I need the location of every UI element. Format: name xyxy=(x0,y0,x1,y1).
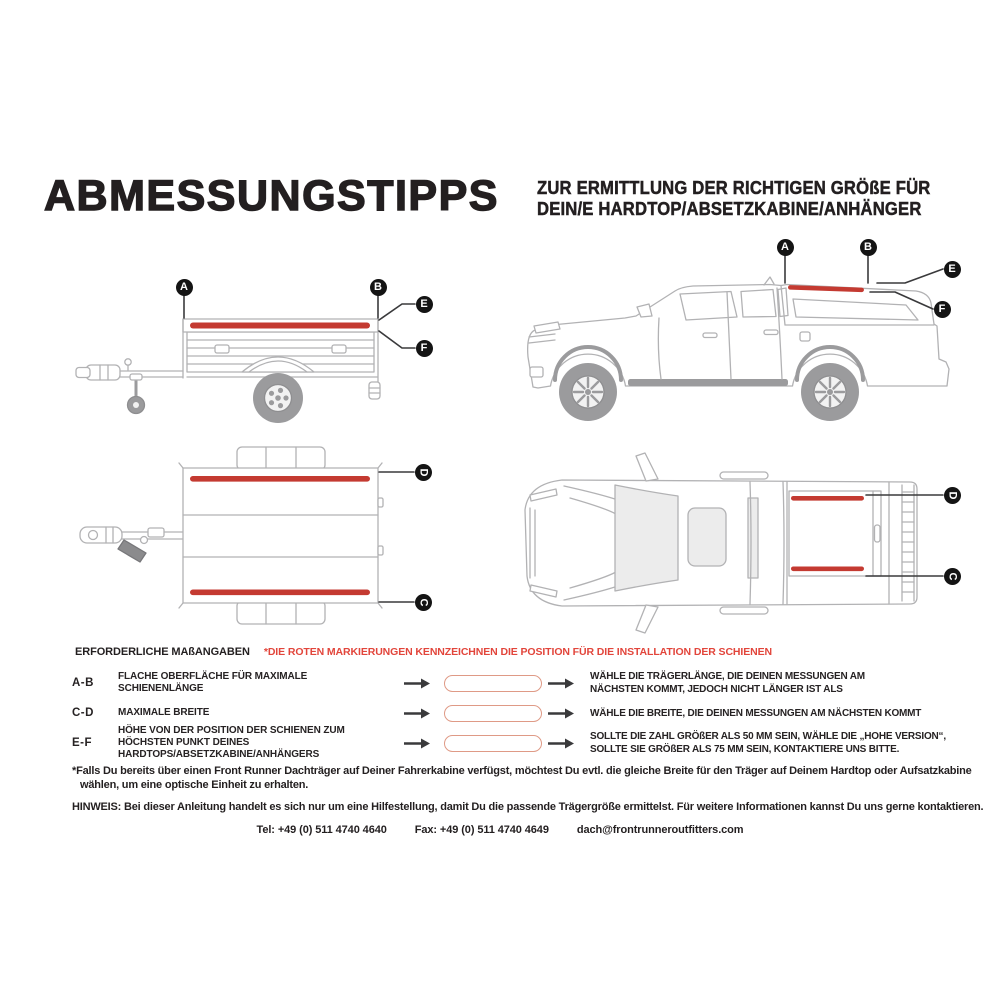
badge-letter: E xyxy=(420,297,428,310)
footnote-asterisk: *Falls Du bereits über einen Front Runner Dachträger auf Deiner Fahrerkabine verfügst, möchtest Du evtl. die gleiche Breite für den Träger auf Deinem Hardtop oder Aufsatzkabine wählen, um eine optische Einheit zu erhalten. xyxy=(72,765,972,791)
page-title: ABMESSUNGSTIPPS xyxy=(44,172,499,220)
label-badge-c xyxy=(415,594,432,611)
label-badge-f xyxy=(934,301,951,318)
badge-letter: F xyxy=(938,302,946,315)
measurement-result-cd: WÄHLE DIE BREITE, DIE DEINEN MESSUNGEN AM NÄCHSTEN KOMMT xyxy=(590,707,922,719)
footer-contact xyxy=(0,824,1000,836)
measurement-result-ab: WÄHLE DIE TRÄGERLÄNGE, DIE DEINEN MESSUNGEN AM NÄCHSTEN KOMMT, JEDOCH NICHT LÄNGER IST ALS xyxy=(590,671,865,695)
label-badge-d xyxy=(944,487,961,504)
label-badge-c xyxy=(944,568,961,585)
badge-letter: A xyxy=(781,240,789,253)
measurement-input-field-ef[interactable] xyxy=(444,735,542,752)
trailer-side-drawing xyxy=(40,258,460,443)
measurement-input-field-cd[interactable] xyxy=(444,705,542,722)
measurement-input-field-ab[interactable] xyxy=(444,675,542,692)
badge-letter: D xyxy=(946,491,959,499)
page-subtitle xyxy=(537,178,930,220)
measurement-label-cd: MAXIMALE BREITE xyxy=(118,707,210,718)
footer-email[interactable]: dach@frontrunneroutfitters.com xyxy=(576,824,744,836)
footnote-hinweis: HINWEIS: Bei dieser Anleitung handelt es sich nur um eine Hilfestellung, damit Du die passende Trägergröße ermittelst. Für weitere Informationen kannst Du uns gerne kontaktieren. xyxy=(72,801,984,813)
badge-letter: C xyxy=(417,598,430,606)
badge-letter: A xyxy=(180,280,188,293)
arrow-cell xyxy=(404,738,444,749)
label-badge-d xyxy=(415,464,432,481)
subtitle-line-1: ZUR ERMITTLUNG DER RICHTIGEN GRÖßE FÜR xyxy=(537,177,931,198)
label-badge-f xyxy=(416,340,433,357)
measurement-label-ab: FLACHE OBERFLÄCHE FÜR MAXIMALE SCHIENENLÄNGE xyxy=(118,671,308,694)
badge-letter: F xyxy=(420,341,428,354)
arrow-cell xyxy=(548,678,590,689)
footer-tel: Tel: +49 (0) 511 4740 4640 xyxy=(256,824,387,836)
label-badge-a xyxy=(777,239,794,256)
label-badge-b xyxy=(860,239,877,256)
arrow-right-icon xyxy=(404,738,430,749)
truck-side-drawing xyxy=(500,230,975,435)
badge-letter: B xyxy=(374,280,382,293)
badge-letter: C xyxy=(946,572,959,580)
measurement-label-ef: HÖHE VON DER POSITION DER SCHIENEN ZUM HÖCHSTEN PUNKT DEINES HARDTOPS/ABSETZKABINE/ANHÄNGERS xyxy=(118,725,345,760)
arrow-right-icon xyxy=(548,738,574,749)
truck-top-drawing xyxy=(500,440,975,645)
pill-cell xyxy=(444,705,548,722)
measurement-result-ef: SOLLTE DIE ZAHL GRÖßER ALS 50 MM SEIN, WÄHLE DIE „HOHE VERSION“, SOLLTE SIE GRÖßER ALS 75 MM SEIN, KONTAKTIERE UNS BITTE. xyxy=(590,731,946,755)
badge-letter: B xyxy=(864,240,872,253)
measurements-table xyxy=(72,668,980,758)
arrow-cell xyxy=(548,738,590,749)
arrow-right-icon xyxy=(548,708,574,719)
label-badge-e xyxy=(944,261,961,278)
arrow-cell xyxy=(548,708,590,719)
arrow-cell xyxy=(404,708,444,719)
trailer-side-view-figure xyxy=(40,258,460,443)
label-badge-a xyxy=(176,279,193,296)
arrow-right-icon xyxy=(404,708,430,719)
arrow-right-icon xyxy=(548,678,574,689)
pill-cell xyxy=(444,735,548,752)
trailer-top-drawing xyxy=(40,440,460,645)
measurement-key-ab: A-B xyxy=(72,677,94,689)
badge-letter: D xyxy=(417,468,430,476)
pill-cell xyxy=(444,675,548,692)
badge-letter: E xyxy=(948,262,956,275)
footer-fax: Fax: +49 (0) 511 4740 4649 xyxy=(414,824,549,836)
arrow-cell xyxy=(404,678,444,689)
truck-top-view-figure xyxy=(500,440,975,645)
red-markings-note: *DIE ROTEN MARKIERUNGEN KENNZEICHNEN DIE POSITION FÜR DIE INSTALLATION DER SCHIENEN xyxy=(263,646,772,658)
arrow-right-icon xyxy=(404,678,430,689)
label-badge-b xyxy=(370,279,387,296)
trailer-top-view-figure xyxy=(40,440,460,645)
subtitle-line-2: DEIN/E HARDTOP/ABSETZKABINE/ANHÄNGER xyxy=(537,197,922,219)
measurement-key-ef: E-F xyxy=(72,737,93,749)
measurements-heading: ERFORDERLICHE MAßANGABEN xyxy=(75,646,250,658)
truck-side-view-figure xyxy=(500,230,975,435)
measurement-key-cd: C-D xyxy=(72,707,94,719)
label-badge-e xyxy=(416,296,433,313)
measurements-heading-row xyxy=(75,646,772,658)
